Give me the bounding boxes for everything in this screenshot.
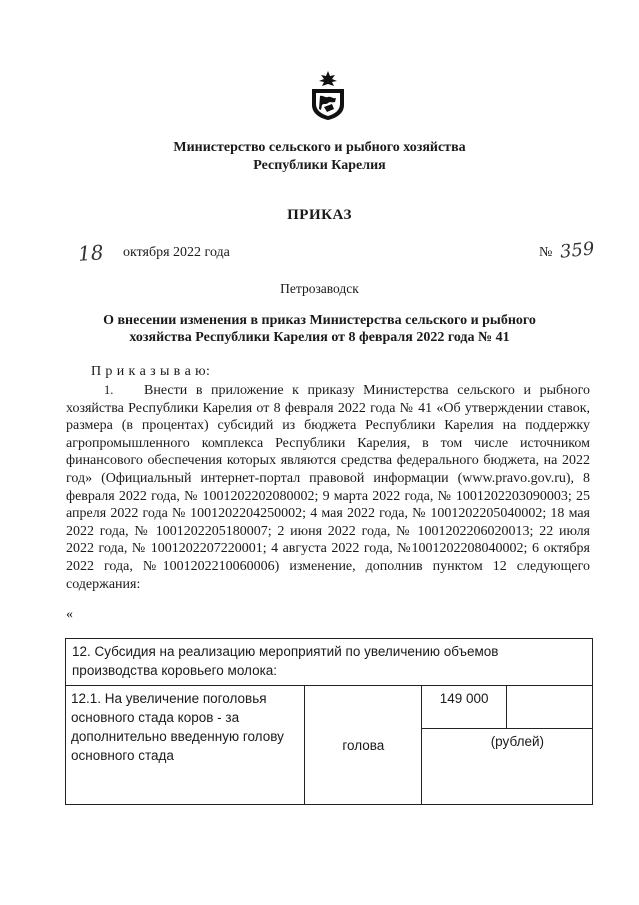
item-1-text: Внести в приложение к приказу Министерства сельского и рыбного хозяйства Республики Карелия от 8 февраля 2022 года № 41 «Об утверждении ставок, размера (в процентах) субсидий из бюджета Республики Карелия на поддержку агропромышленного комплекса Республики Карелия, в том числе источником финансового обеспечения которых являются средства федерального бюджета, на 2022 год» (Официальный интернет-портал правовой информации (www.pravo.gov.ru), 8 февраля 2022 года, № 1001202202080002; 9 марта 2022 года, № 1001202203090003; 25 апреля 2022 года № 1001202204250002; 4 мая 2022 года, № 1001202205040002; 18 мая 2022 года, № 1001202205180007; 2 июня 2022 года, № 1001202206020013; 22 июля 2022 года, № 1001202207220001; 4 августа 2022 года, №1001202208040002; 6 октября 2022 года, №1001202210060006) изменение, дополнив пунктом 12 следующего содержания: bbox=[66, 383, 590, 592]
item-1-number: 1. bbox=[104, 383, 114, 397]
item-1 bbox=[66, 382, 590, 593]
ministry-name bbox=[0, 139, 639, 175]
coat-of-arms-emblem bbox=[307, 69, 349, 121]
prikazyvayu: П р и к а з ы в а ю: bbox=[91, 364, 211, 379]
open-quote: « bbox=[66, 607, 73, 622]
order-date: октября 2022 года bbox=[123, 245, 230, 260]
order-title: ПРИКАЗ bbox=[287, 207, 352, 223]
unit-cell: голова bbox=[305, 686, 422, 805]
item-label-cell: 12.1. На увеличение поголовья основного стада коров - за дополнительно введенную голову основного стада bbox=[66, 686, 305, 805]
order-subject bbox=[0, 312, 639, 346]
subject-line-2: хозяйства Республики Карелия от 8 февраля 2022 года № 41 bbox=[129, 330, 510, 345]
number-label: № bbox=[539, 245, 553, 260]
amount-cell: 149 000 bbox=[422, 686, 507, 729]
ministry-line-1: Министерство сельского и рыбного хозяйства bbox=[173, 140, 466, 155]
subsidy-table bbox=[65, 638, 593, 805]
amount-unit-cell: (рублей) bbox=[422, 729, 593, 805]
order-body bbox=[66, 382, 590, 593]
handwritten-number: 359 bbox=[558, 238, 596, 263]
subject-line-1: О внесении изменения в приказ Министерства сельского и рыбного bbox=[103, 313, 536, 328]
empty-cell bbox=[507, 686, 593, 729]
ministry-line-2: Республики Карелия bbox=[253, 158, 386, 173]
table-row bbox=[66, 686, 593, 729]
table-header-cell: 12. Субсидия на реализацию мероприятий по увеличению объемов производства коровьего молока: bbox=[66, 639, 593, 686]
city: Петрозаводск bbox=[280, 281, 359, 296]
table-header-row bbox=[66, 639, 593, 686]
handwritten-day: 18 bbox=[77, 240, 105, 266]
